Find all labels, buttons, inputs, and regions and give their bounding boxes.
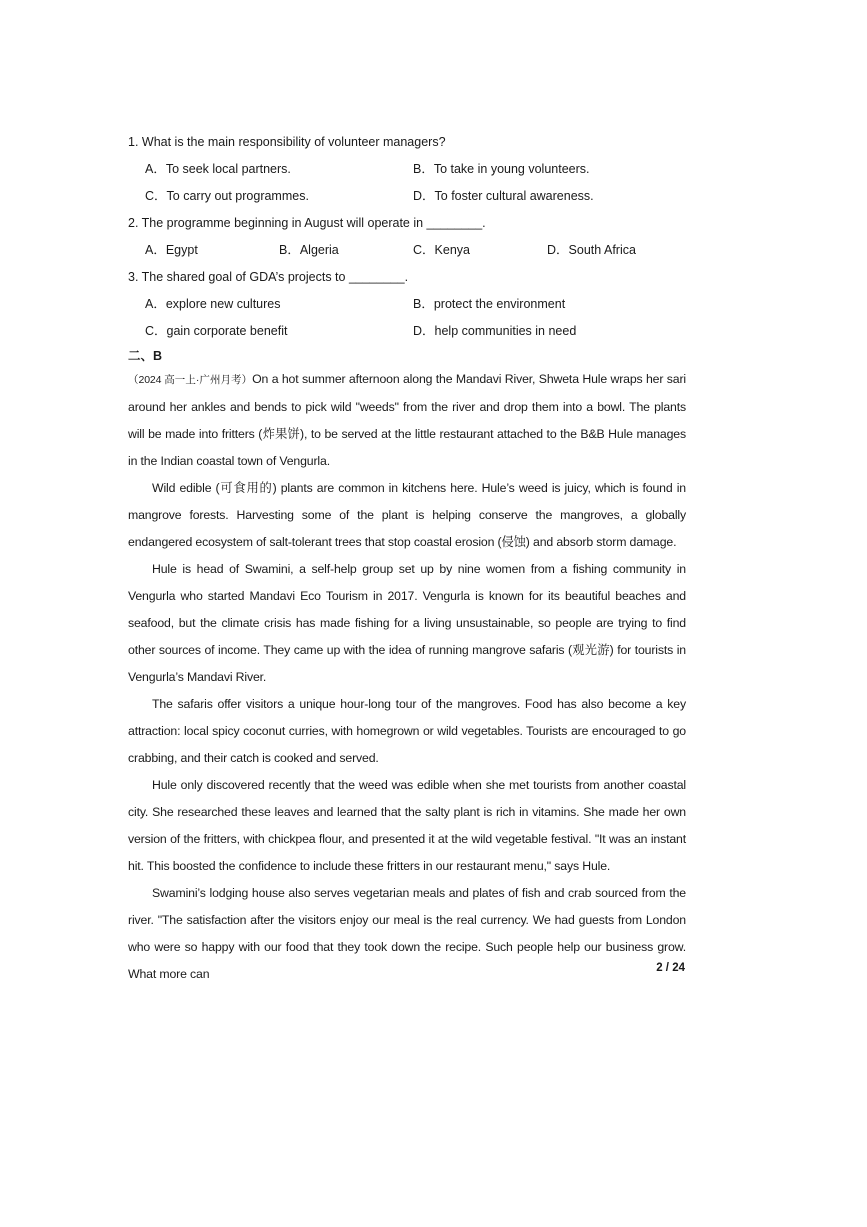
question-2-stem: 2. The programme beginning in August will operate in ________. bbox=[128, 216, 486, 230]
passage-paragraph-6: Swamini’s lodging house also serves vegetarian meals and plates of fish and crab sourced from the river. "The satisfaction after the visitors enjoy our meal is the real currency. We had guests from London who were so happy with our food that they took down the recipe. Such people help our business grow. What more can bbox=[128, 886, 686, 981]
question-1-option-c: C．To carry out programmes. bbox=[145, 189, 309, 203]
reading-passage bbox=[128, 366, 686, 988]
question-1-option-d: D．To foster cultural awareness. bbox=[413, 189, 594, 203]
question-2-option-b: B．Algeria bbox=[279, 243, 339, 257]
question-2-option-c: C．Kenya bbox=[413, 243, 470, 257]
passage-paragraph-3: Hule is head of Swamini, a self-help group set up by nine women from a fishing community in Vengurla who started Mandavi Eco Tourism in 2017. Vengurla is known for its beautiful beaches and seafood, but the climate crisis has made fishing for a living unsustainable, so people are trying to find other sources of income. They came up with the idea of running mangrove safaris (观光游) for tourists in Vengurla’s Mandavi River. bbox=[128, 562, 686, 684]
passage-paragraph-4: The safaris offer visitors a unique hour-long tour of the mangroves. Food has also become a key attraction: local spicy coconut curries, with homegrown or wild vegetables. Tourists are encouraged to go crabbing, and their catch is cooked and served. bbox=[128, 697, 686, 765]
question-1-option-a: A．To seek local partners. bbox=[145, 162, 291, 176]
question-3-option-b: B．protect the environment bbox=[413, 297, 566, 311]
question-3-option-a: A．explore new cultures bbox=[145, 297, 281, 311]
page-number: 2 / 24 bbox=[656, 962, 685, 974]
question-1-option-b: B．To take in young volunteers. bbox=[413, 162, 590, 176]
passage-paragraph-5: Hule only discovered recently that the weed was edible when she met tourists from another coastal city. She researched these leaves and learned that the salty plant is rich in vitamins. She made her own version of the fritters, with chickpea flour, and presented it at the wild vegetable festival. "It was an instant hit. This boosted the confidence to include these fritters in our restaurant menu," says Hule. bbox=[128, 778, 686, 873]
question-3-stem: 3. The shared goal of GDA’s projects to ________. bbox=[128, 270, 409, 284]
question-3-option-c: C．gain corporate benefit bbox=[145, 324, 288, 338]
passage-paragraph-1 bbox=[128, 366, 686, 475]
passage-paragraph-2: Wild edible (可食用的) plants are common in kitchens here. Hule’s weed is juicy, which is found in mangrove forests. Harvesting some of the plant is helping conserve the mangroves, a globally endangered ecosystem of salt-tolerant trees that stop coastal erosion (侵蚀) and absorb storm damage. bbox=[128, 481, 686, 549]
paragraph-text: On a hot summer afternoon along the Mandavi River, Shweta Hule wraps her sari around her ankles and bends to pick wild "weeds" from the river and drop them into a bowl. The plants will be made into fritters (炸果饼), to be served at the little restaurant attached to the B&B Hule manages in the Indian coastal town of Vengurla. bbox=[128, 372, 686, 468]
question-2-option-a: A．Egypt bbox=[145, 243, 198, 257]
question-2-option-d: D．South Africa bbox=[547, 243, 636, 257]
question-1-stem: 1. What is the main responsibility of volunteer managers? bbox=[128, 135, 446, 149]
section-heading: 二、B bbox=[128, 349, 163, 363]
question-3-option-d: D．help communities in need bbox=[413, 324, 577, 338]
passage-source: （2024 高一上·广州月考） bbox=[128, 374, 253, 386]
